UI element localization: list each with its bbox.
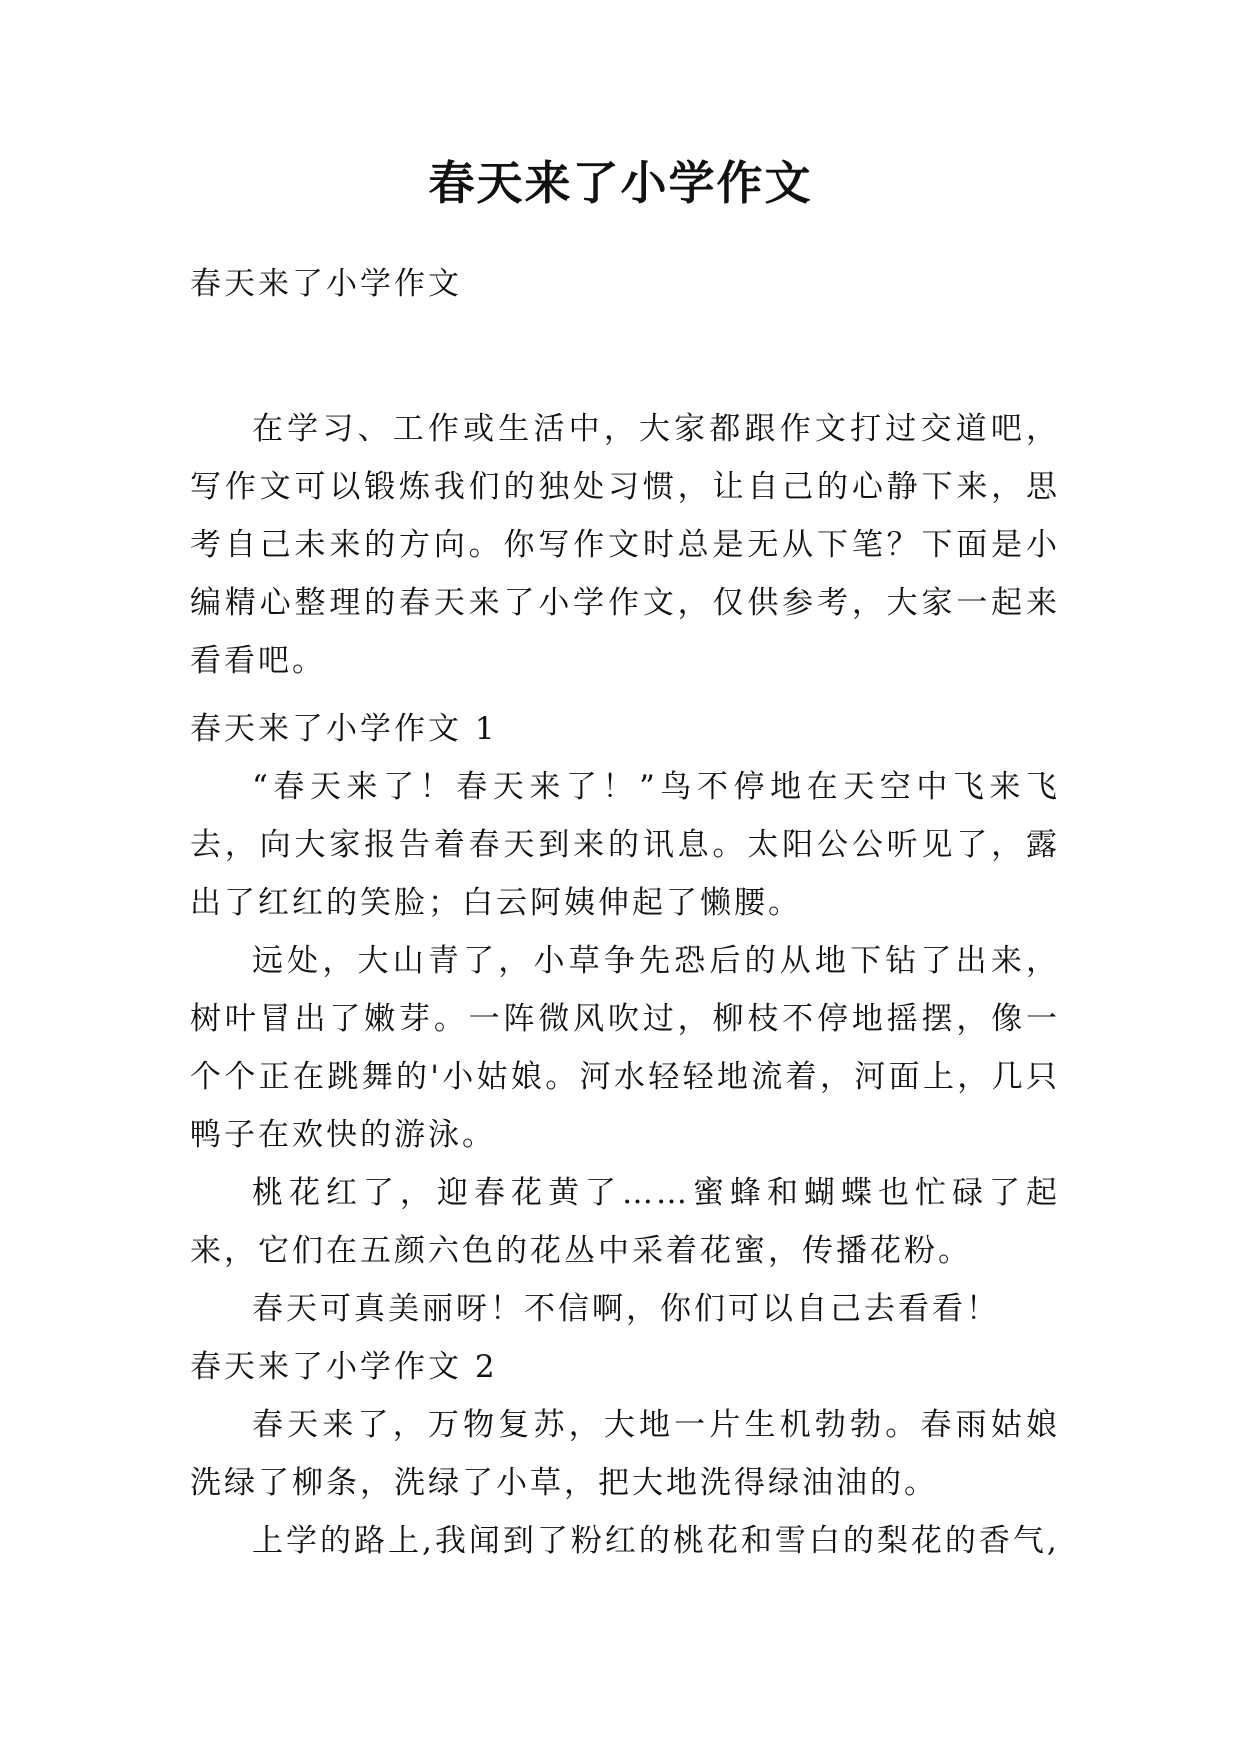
essay-1-paragraph-3: 桃花红了，迎春花黄了……蜜蜂和蝴蝶也忙碌了起来，它们在五颜六色的花丛中采着花蜜，传播花粉。: [190, 1175, 1060, 1269]
essay-2-paragraph-1: 春天来了，万物复苏，大地一片生机勃勃。春雨姑娘洗绿了柳条，洗绿了小草，把大地洗得绿油油的。: [190, 1407, 1060, 1501]
intro-paragraph: 在学习、工作或生活中，大家都跟作文打过交道吧，写作文可以锻炼我们的独处习惯，让自己的心静下来，思考自己未来的方向。你写作文时总是无从下笔？下面是小编精心整理的春天来了小学作文，仅供参考，大家一起来看看吧。: [190, 411, 1060, 679]
essay-2-heading: 春天来了小学作文 2: [190, 1349, 498, 1385]
essay-1-heading: 春天来了小学作文 1: [190, 711, 498, 747]
document-title: 春天来了小学作文: [428, 156, 813, 210]
essay-1-paragraph-2: 远处，大山青了，小草争先恐后的从地下钻了出来，树叶冒出了嫩芽。一阵微风吹过，柳枝不停地摇摆，像一个个正在跳舞的'小姑娘。河水轻轻地流着，河面上，几只鸭子在欢快的游泳。: [190, 943, 1060, 1153]
document-subtitle: 春天来了小学作文: [190, 266, 462, 302]
essay-1-paragraph-1: “春天来了！春天来了！”鸟不停地在天空中飞来飞去，向大家报告着春天到来的讯息。太阳公公听见了，露出了红红的笑脸；白云阿姨伸起了懒腰。: [190, 769, 1060, 921]
essay-1-paragraph-4: 春天可真美丽呀！不信啊，你们可以自己去看看！: [252, 1291, 1000, 1327]
essay-2-paragraph-2: 上学的路上,我闻到了粉红的桃花和雪白的梨花的香气,: [252, 1523, 1060, 1559]
